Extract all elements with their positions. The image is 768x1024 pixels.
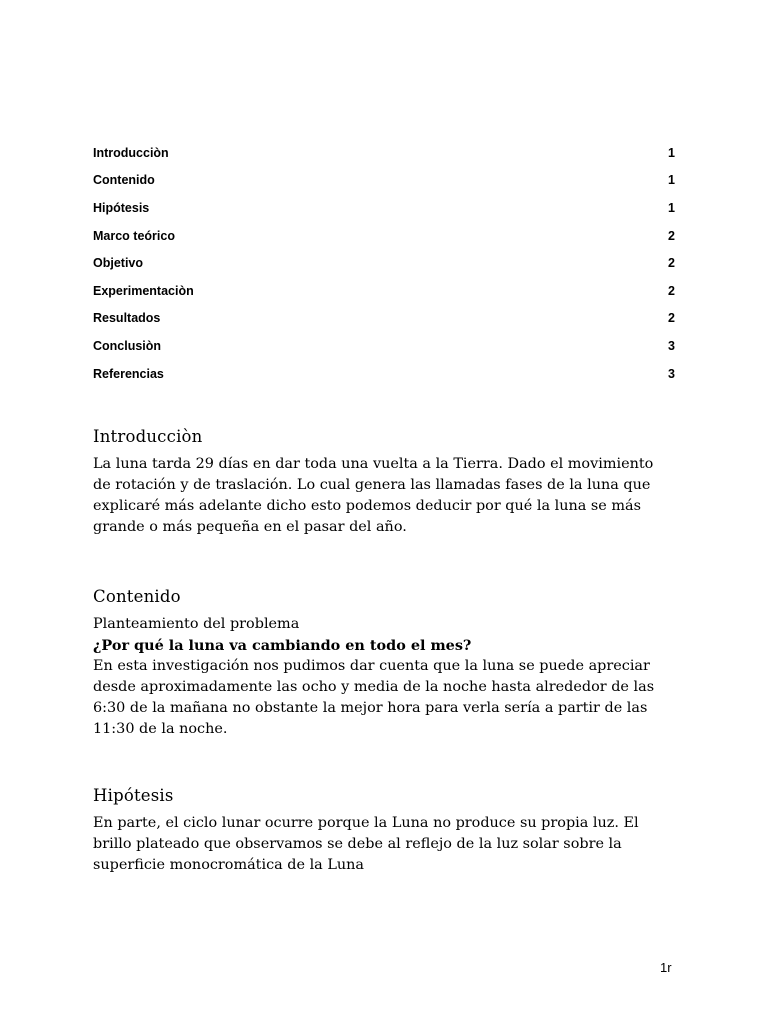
toc-entry-page: 2 <box>668 228 675 243</box>
toc-entry[interactable] <box>93 249 675 277</box>
toc-entry[interactable] <box>93 360 675 388</box>
toc-entry[interactable] <box>93 167 675 195</box>
toc-entry[interactable] <box>93 332 675 360</box>
introduction-section <box>93 427 673 538</box>
hypothesis-heading: Hipótesis <box>93 786 174 805</box>
introduction-paragraph: La luna tarda 29 días en dar toda una vuelta a la Tierra. Dado el movimiento de rotación y de traslación. Lo cual genera las llamadas fases de la luna que explicaré más adelante dicho esto podemos deducir por qué la luna se más grande o más pequeña en el pasar del año. <box>93 456 654 535</box>
toc-entry-label: Contenido <box>93 173 155 188</box>
toc-entry-page: 2 <box>668 283 675 298</box>
toc-entry-label: Resultados <box>93 311 161 326</box>
toc-entry[interactable] <box>93 194 675 222</box>
content-paragraph: En esta investigación nos pudimos dar cuenta que la luna se puede apreciar desde aproximadamente las ocho y media de la noche hasta alrededor de las 6:30 de la mañana no obstante la mejor hora para verla sería a partir de las 11:30 de la noche. <box>93 658 655 737</box>
toc-entry-label: Conclusiòn <box>93 338 162 353</box>
toc-entry[interactable] <box>93 277 675 305</box>
toc-entry-page: 1 <box>668 145 675 160</box>
content-section <box>93 587 673 740</box>
content-heading: Contenido <box>93 587 181 606</box>
page-number: 1r <box>660 960 672 975</box>
hypothesis-section <box>93 786 673 876</box>
toc-entry-page: 3 <box>668 366 675 381</box>
toc-entry-label: Experimentaciòn <box>93 283 194 298</box>
introduction-heading: Introducciòn <box>93 427 203 446</box>
hypothesis-paragraph: En parte, el ciclo lunar ocurre porque la Luna no produce su propia luz. El brillo plateado que observamos se debe al reflejo de la luz solar sobre la superficie monocromática de la Luna <box>93 815 639 873</box>
toc-entry[interactable] <box>93 139 675 167</box>
toc-entry[interactable] <box>93 305 675 333</box>
research-question: ¿Por qué la luna va cambiando en todo el mes? <box>93 637 472 654</box>
toc-entry-label: Marco teórico <box>93 228 175 243</box>
toc-entry[interactable] <box>93 222 675 250</box>
problem-statement-title: Planteamiento del problema <box>93 616 300 632</box>
toc-entry-label: Hipótesis <box>93 200 150 215</box>
toc-entry-page: 3 <box>668 338 675 353</box>
toc-entry-label: Introducciòn <box>93 145 169 160</box>
toc-entry-label: Referencias <box>93 366 164 381</box>
toc-entry-page: 2 <box>668 256 675 271</box>
toc-entry-label: Objetivo <box>93 256 144 271</box>
toc-entry-page: 2 <box>668 311 675 326</box>
toc-entry-page: 1 <box>668 173 675 188</box>
toc-entry-page: 1 <box>668 200 675 215</box>
table-of-contents <box>93 139 675 387</box>
